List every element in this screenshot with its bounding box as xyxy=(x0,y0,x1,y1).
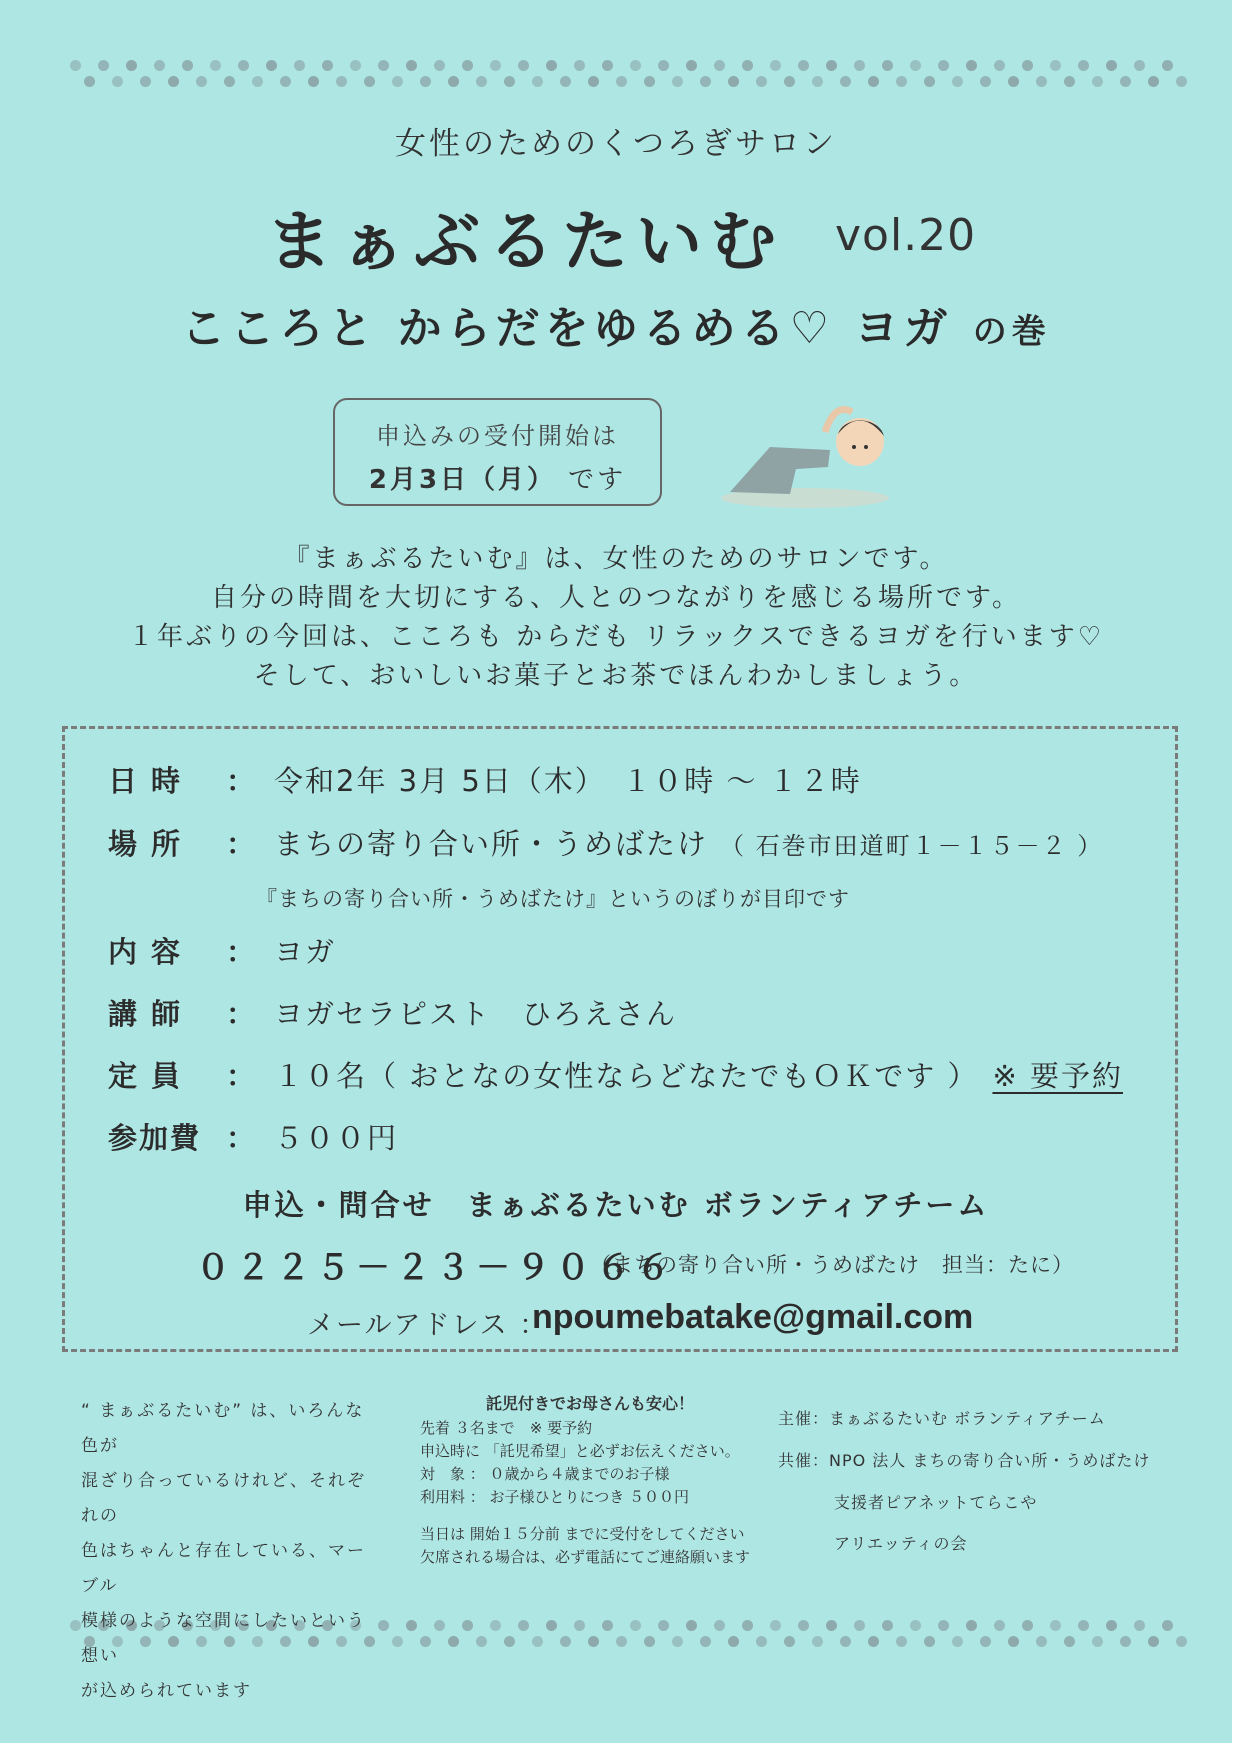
childcare-line: 申込時に 「託児希望」と必ずお伝えください。 xyxy=(420,1442,740,1460)
decorative-dot xyxy=(1176,76,1187,87)
decorative-dot xyxy=(952,76,963,87)
decorative-dot xyxy=(728,76,739,87)
decorative-dot xyxy=(700,1636,711,1647)
decorative-dot xyxy=(1078,60,1089,71)
detail-value: ヨガセラピスト ひろえさん xyxy=(274,997,678,1031)
detail-datetime: 日時 ： 令和2年 3月 5日（木） １０時 ～ １２時 xyxy=(108,759,862,800)
decorative-dot xyxy=(448,76,459,87)
decorative-dot xyxy=(280,76,291,87)
decorative-dot xyxy=(910,60,921,71)
detail-place: 場所 ： まちの寄り合い所・うめばたけ （ 石巻市田道町１－１５－２ ） xyxy=(108,822,1103,863)
decorative-dot xyxy=(168,76,179,87)
decorative-dot xyxy=(812,76,823,87)
notice-suffix: です xyxy=(568,465,627,495)
subtitle: 女性のためのくつろぎサロン xyxy=(395,126,837,162)
decorative-dot xyxy=(392,76,403,87)
decorative-dot xyxy=(1134,60,1145,71)
decorative-dot xyxy=(854,1620,865,1631)
theme-suffix: の巻 xyxy=(972,312,1051,352)
decorative-dot xyxy=(910,1620,921,1631)
decorative-dot xyxy=(434,1620,445,1631)
decorative-dot xyxy=(504,1636,515,1647)
decorative-dot xyxy=(1120,1636,1131,1647)
decorative-dot xyxy=(980,1636,991,1647)
detail-label: 場所 xyxy=(108,827,195,861)
decorative-dot xyxy=(1176,1636,1187,1647)
decorative-dot xyxy=(350,60,361,71)
decorative-dot xyxy=(1064,1636,1075,1647)
decorative-dot xyxy=(966,60,977,71)
decorative-dot xyxy=(238,60,249,71)
decorative-dot xyxy=(84,76,95,87)
decorative-dot xyxy=(840,1636,851,1647)
decorative-dot xyxy=(952,1636,963,1647)
decorative-dot xyxy=(686,60,697,71)
decorative-dot xyxy=(644,1636,655,1647)
decorative-dot xyxy=(532,1636,543,1647)
reservation-required: ※ 要予約 xyxy=(992,1059,1123,1093)
decorative-dot xyxy=(448,1636,459,1647)
decorative-dot xyxy=(112,76,123,87)
decorative-dot xyxy=(546,60,557,71)
decorative-dot xyxy=(882,60,893,71)
supporter: アリエッティの会 xyxy=(834,1534,968,1553)
decorative-dot xyxy=(924,1636,935,1647)
decorative-dot xyxy=(70,1620,81,1631)
decorative-dot xyxy=(588,76,599,87)
decorative-dot xyxy=(490,60,501,71)
decorative-dot xyxy=(826,1620,837,1631)
notice-line1: 申込みの受付開始は xyxy=(376,422,619,450)
decorative-dot xyxy=(252,76,263,87)
decorative-dot xyxy=(1008,1636,1019,1647)
decorative-dot xyxy=(476,76,487,87)
notice-line2 xyxy=(335,459,660,496)
intro-line: 『まぁぶるたいむ』は、女性のためのサロンです。 xyxy=(283,544,949,574)
childcare-line: 対 象 ： ０歳から４歳までのお子様 xyxy=(420,1465,670,1483)
decorative-dot xyxy=(560,76,571,87)
about-line: “ まぁぶるたいむ” は、いろんな色が xyxy=(81,1401,365,1456)
decorative-dot xyxy=(938,1620,949,1631)
decorative-dot xyxy=(196,76,207,87)
decorative-dot xyxy=(1050,60,1061,71)
email-address: npoumebatake@gmail.com xyxy=(532,1298,974,1336)
decorative-dot xyxy=(798,1620,809,1631)
detail-capacity: 定員 ： １０名（ おとなの女性ならどなたでもＯＫです ） ※ 要予約 xyxy=(108,1054,1123,1095)
about-text xyxy=(81,1394,381,1709)
decorative-dot xyxy=(938,60,949,71)
decorative-dot xyxy=(574,1620,585,1631)
decorative-dot xyxy=(154,60,165,71)
decorative-dot xyxy=(756,1636,767,1647)
detail-content: 内容 ： ヨガ xyxy=(108,930,336,971)
decorative-dot xyxy=(518,60,529,71)
decorative-dot xyxy=(406,1620,417,1631)
decorative-dot xyxy=(490,1620,501,1631)
decorative-dot xyxy=(770,1620,781,1631)
decorative-dot xyxy=(616,76,627,87)
childcare-info xyxy=(420,1392,760,1569)
decorative-dot xyxy=(812,1636,823,1647)
decorative-dot xyxy=(518,1620,529,1631)
about-line: 模様のような空間にしたいという想い xyxy=(81,1611,366,1666)
decorative-dot xyxy=(994,60,1005,71)
decorative-dot xyxy=(714,1620,725,1631)
decorative-dot xyxy=(980,76,991,87)
decorative-dot xyxy=(784,76,795,87)
decorative-dot xyxy=(182,60,193,71)
decorative-dot xyxy=(1120,76,1131,87)
detail-label: 講師 xyxy=(108,997,195,1031)
decorative-dot xyxy=(756,76,767,87)
decorative-dot xyxy=(714,60,725,71)
about-line: 混ざり合っているけれど、それぞれの xyxy=(81,1471,366,1526)
decorative-dot xyxy=(966,1620,977,1631)
detail-label: 日時 xyxy=(108,764,195,798)
theme-heading xyxy=(0,292,1232,356)
decorative-dot xyxy=(420,76,431,87)
decorative-dot xyxy=(476,1636,487,1647)
decorative-dot xyxy=(126,60,137,71)
intro-line: １年ぶりの今回は、こころも からだも リラックスできるヨガを行います♡ xyxy=(127,622,1105,652)
decorative-dot xyxy=(868,1636,879,1647)
decorative-dot xyxy=(826,60,837,71)
decorative-dot xyxy=(1036,1636,1047,1647)
decorative-dot xyxy=(630,60,641,71)
detail-value: まちの寄り合い所・うめばたけ xyxy=(274,827,709,861)
decorative-dot xyxy=(924,76,935,87)
registration-notice xyxy=(333,398,662,506)
decorative-dot xyxy=(728,1636,739,1647)
decorative-dot xyxy=(672,1636,683,1647)
detail-label: 内容 xyxy=(108,935,195,969)
decorative-dot xyxy=(1008,76,1019,87)
decorative-dot xyxy=(1148,76,1159,87)
notice-date: 2月3日（月） xyxy=(368,465,557,495)
theme-text: こころと からだをゆるめる♡ ヨガ xyxy=(181,303,953,354)
decorative-dot xyxy=(700,76,711,87)
decorative-dot xyxy=(462,1620,473,1631)
decorative-dot xyxy=(462,60,473,71)
decorative-dot xyxy=(686,1620,697,1631)
decorative-dot xyxy=(336,76,347,87)
decorative-dot xyxy=(294,60,305,71)
childcare-note: 当日は 開始１５分前 までに受付をしてください xyxy=(420,1525,745,1543)
decorative-dot xyxy=(1022,60,1033,71)
yoga-pose-illustration xyxy=(720,392,890,510)
decorative-dot xyxy=(70,60,81,71)
decorative-dot xyxy=(1134,1620,1145,1631)
decorative-dot xyxy=(546,1620,557,1631)
co-host: 共催：NPO 法人 まちの寄り合い所・うめばたけ xyxy=(778,1451,1151,1470)
childcare-line: 利用料 ： お子様ひとりにつき ５００円 xyxy=(420,1488,690,1506)
place-address: （ 石巻市田道町１－１５－２ ） xyxy=(720,832,1104,860)
decorative-dot xyxy=(434,60,445,71)
volume-number: vol.20 xyxy=(835,210,977,261)
about-line: が込められています xyxy=(81,1681,252,1701)
decorative-dot xyxy=(1050,1620,1061,1631)
decorative-dot xyxy=(210,60,221,71)
decorative-dot xyxy=(378,60,389,71)
decorative-dot xyxy=(658,60,669,71)
decorative-dot xyxy=(1162,1620,1173,1631)
phone-number: ０２２５－２３－９０６６ xyxy=(196,1248,676,1288)
decorative-dot xyxy=(588,1636,599,1647)
decorative-dot xyxy=(420,1636,431,1647)
detail-fee: 参加費 ： ５００円 xyxy=(108,1116,398,1157)
decorative-dot xyxy=(1148,1636,1159,1647)
decorative-dot xyxy=(896,76,907,87)
childcare-note: 欠席される場合は、必ず電話にてご連絡願います xyxy=(420,1548,751,1566)
detail-value: 令和2年 3月 5日（木） １０時 ～ １２時 xyxy=(274,764,862,798)
decorative-dot xyxy=(140,76,151,87)
decorative-dot xyxy=(644,76,655,87)
decorative-dot xyxy=(896,1636,907,1647)
decorative-dot xyxy=(406,60,417,71)
contact-heading: 申込・問合せ まぁぶるたいむ ボランティアチーム xyxy=(242,1188,990,1222)
decorative-dot xyxy=(882,1620,893,1631)
decorative-dot xyxy=(742,1620,753,1631)
childcare-heading: 託児付きでお母さんも安心！ xyxy=(485,1394,694,1413)
dot-border-top xyxy=(70,60,1180,90)
decorative-dot xyxy=(1092,1636,1103,1647)
phone-note: （まちの寄り合い所・うめばたけ 担当：たに） xyxy=(590,1253,1074,1277)
intro-line: そして、おいしいお菓子とお茶でほんわかしましょう。 xyxy=(253,661,979,691)
decorative-dot xyxy=(532,76,543,87)
decorative-dot xyxy=(616,1636,627,1647)
decorative-dot xyxy=(1162,60,1173,71)
decorative-dot xyxy=(994,1620,1005,1631)
detail-value: １０名（ おとなの女性ならどなたでもＯＫです ） xyxy=(274,1059,979,1093)
decorative-dot xyxy=(98,60,109,71)
place-note: 『まちの寄り合い所・うめばたけ』というのぼりが目印です xyxy=(256,887,850,911)
intro-text xyxy=(0,540,1232,696)
decorative-dot xyxy=(868,76,879,87)
detail-label: 参加費 xyxy=(108,1121,202,1155)
decorative-dot xyxy=(308,76,319,87)
decorative-dot xyxy=(266,60,277,71)
decorative-dot xyxy=(798,60,809,71)
decorative-dot xyxy=(770,60,781,71)
detail-label: 定員 xyxy=(108,1059,195,1093)
decorative-dot xyxy=(602,60,613,71)
decorative-dot xyxy=(840,76,851,87)
decorative-dot xyxy=(560,1636,571,1647)
decorative-dot xyxy=(364,76,375,87)
decorative-dot xyxy=(1036,76,1047,87)
event-title: まぁぶるたいむ xyxy=(266,203,784,280)
mail-label: メールアドレス ： xyxy=(307,1310,549,1341)
decorative-dot xyxy=(1106,60,1117,71)
detail-value: ヨガ xyxy=(274,935,337,969)
decorative-dot xyxy=(1106,1620,1117,1631)
decorative-dot xyxy=(1092,76,1103,87)
decorative-dot xyxy=(1064,76,1075,87)
decorative-dot xyxy=(672,76,683,87)
host: 主催：まぁぶるたいむ ボランティアチーム xyxy=(778,1409,1106,1428)
decorative-dot xyxy=(602,1620,613,1631)
decorative-dot xyxy=(630,1620,641,1631)
decorative-dot xyxy=(1022,1620,1033,1631)
decorative-dot xyxy=(574,60,585,71)
childcare-line: 先着 ３名まで ※ 要予約 xyxy=(420,1419,593,1437)
decorative-dot xyxy=(784,1636,795,1647)
decorative-dot xyxy=(854,60,865,71)
decorative-dot xyxy=(1078,1620,1089,1631)
intro-line: 自分の時間を大切にする、人とのつながりを感じる場所です。 xyxy=(211,583,1021,613)
decorative-dot xyxy=(504,76,515,87)
detail-instructor: 講師 ： ヨガセラピスト ひろえさん xyxy=(108,992,677,1033)
about-line: 色はちゃんと存在している、マーブル xyxy=(81,1541,366,1596)
decorative-dot xyxy=(322,60,333,71)
decorative-dot xyxy=(658,1620,669,1631)
decorative-dot xyxy=(742,60,753,71)
detail-value: ５００円 xyxy=(274,1121,399,1155)
supporter: 支援者ピアネットてらこや xyxy=(834,1493,1038,1512)
decorative-dot xyxy=(224,76,235,87)
decorative-dot xyxy=(392,1636,403,1647)
